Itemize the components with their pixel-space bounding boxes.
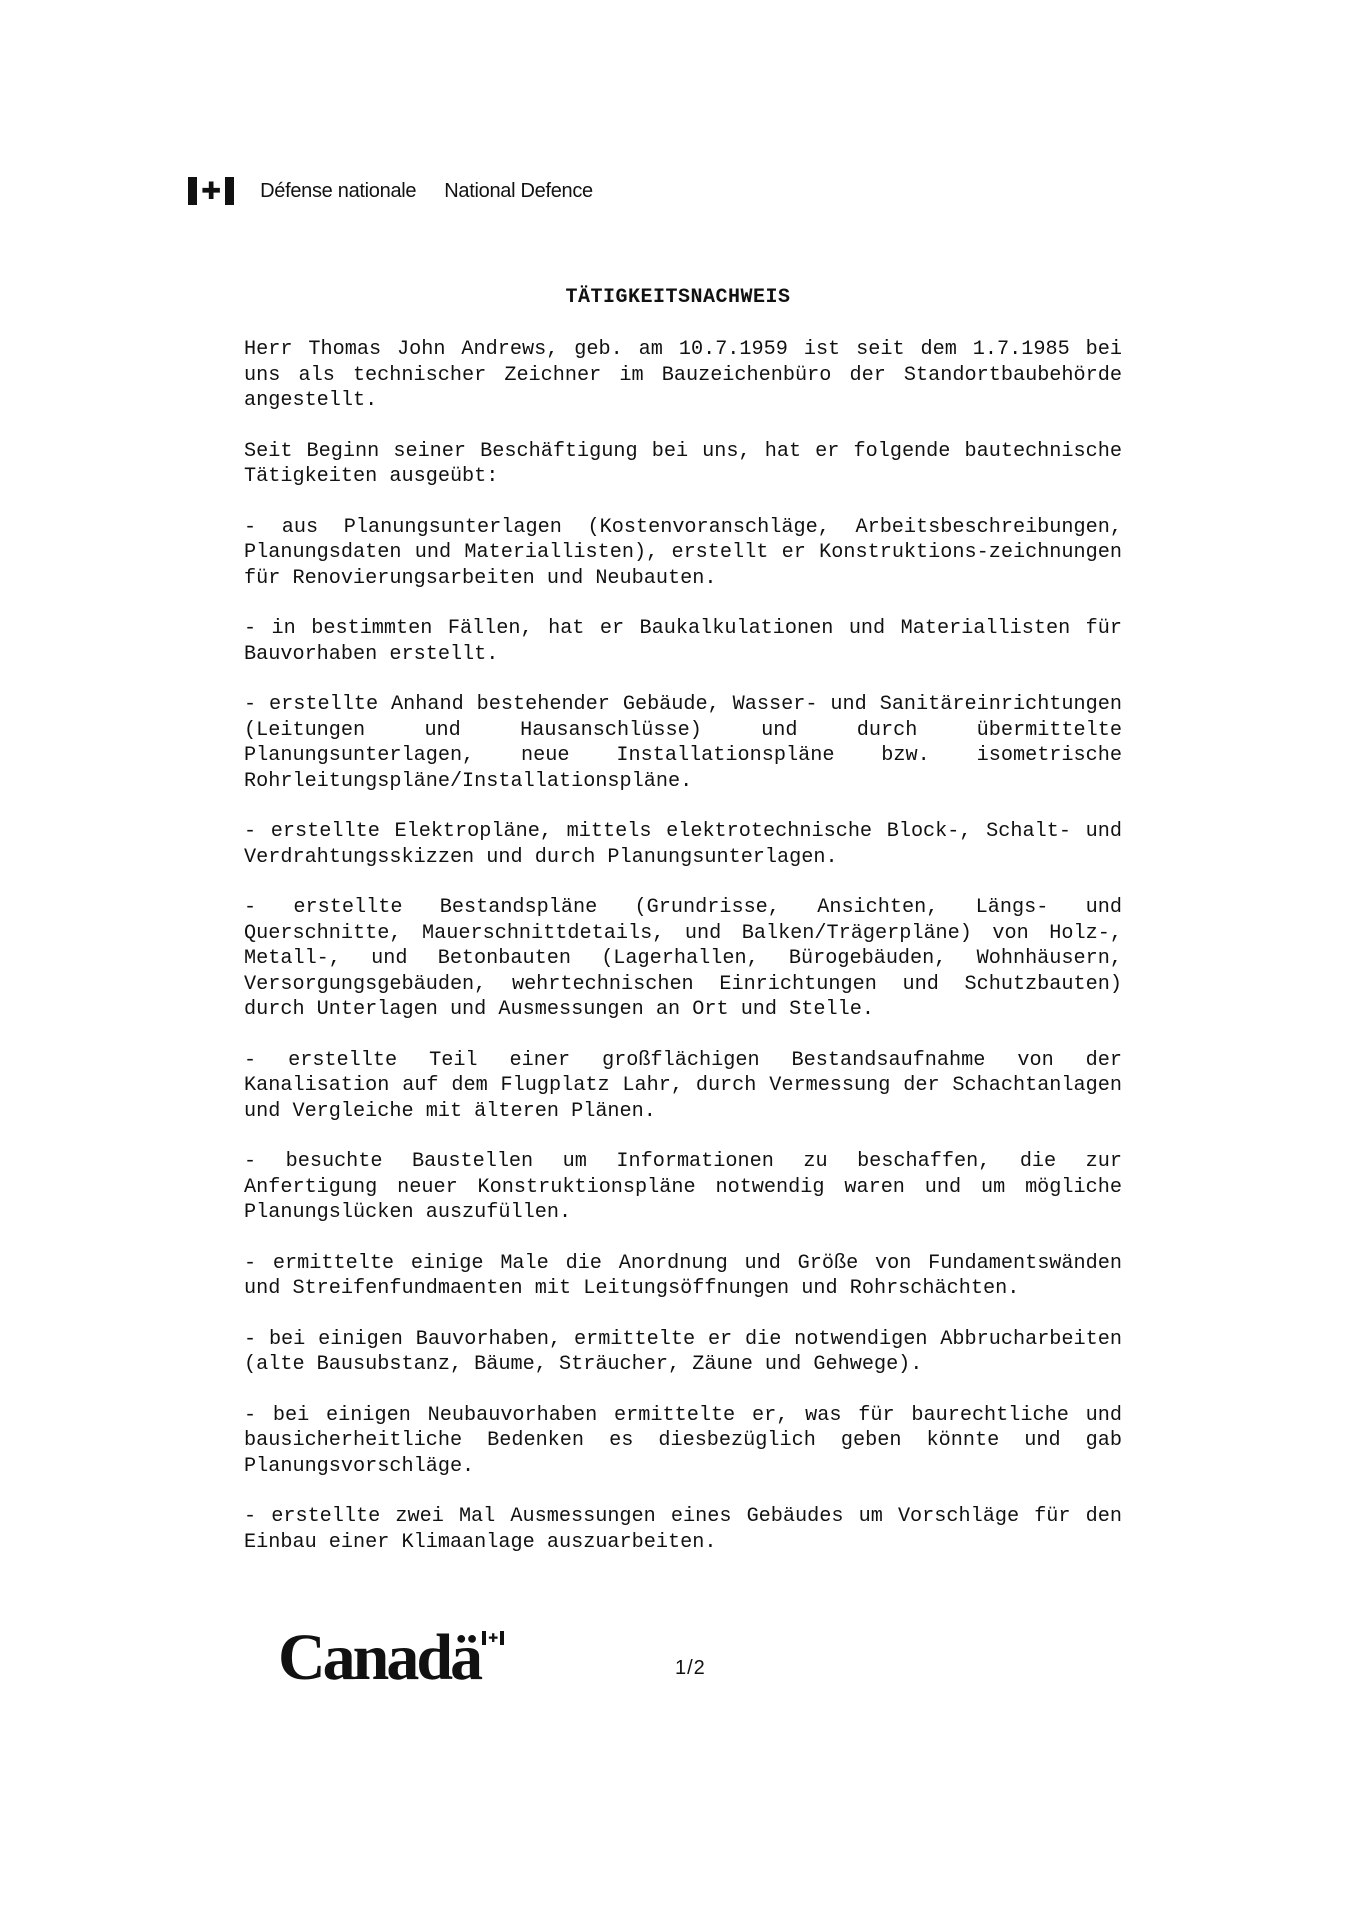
- activity-item: - erstellte Anhand bestehender Gebäude, Wasser- und Sanitäreinrichtungen (Leitungen und Hausanschlüsse) und durch übermittelte Planungsunterlagen, neue Installationspläne bzw. isometrische Rohrleitungspläne/Installationspläne.: [244, 693, 1122, 793]
- activity-item: - in bestimmten Fällen, hat er Baukalkulationen und Materiallisten für Bauvorhaben erstellt.: [244, 617, 1122, 666]
- activity-item: - bei einigen Neubauvorhaben ermittelte er, was für baurechtliche und bausicherheitliche Bedenken es diesbezüglich geben könnte und gab Planungsvorschläge.: [244, 1403, 1122, 1478]
- department-name-fr: Défense nationale: [260, 179, 417, 202]
- activity-item: - ermittelte einige Male die Anordnung und Größe von Fundamentswänden und Streifenfundmaenten mit Leitungsöffnungen und Rohrschächten.: [244, 1251, 1122, 1300]
- canada-flag-icon: ✚: [188, 176, 234, 206]
- wordmark-text: Canadä: [278, 1621, 481, 1694]
- activity-item: - erstellte Bestandspläne (Grundrisse, Ansichten, Längs- und Querschnitte, Mauerschnittdetails, und Balken/Trägerpläne) von Holz-, Metall-, und Betonbauten (Lagerhallen, Bürogebäuden, Wohnhäusern, Versorgungsgebäuden, wehrtechnischen Einrichtungen und Schutzbauten) durch Unterlagen und Ausmessungen an Ort und Stelle.: [244, 896, 1122, 1021]
- canada-flag-icon: ✚: [482, 1631, 504, 1645]
- activity-item: - besuchte Baustellen um Informationen zu beschaffen, die zur Anfertigung neuer Konstruktionspläne notwendig waren und um mögliche Planungslücken auszufüllen.: [244, 1150, 1122, 1224]
- paragraph-activities-intro: Seit Beginn seiner Beschäftigung bei uns, hat er folgende bautechnische Tätigkeiten ausgeübt:: [244, 439, 1122, 488]
- letterhead: [188, 176, 593, 206]
- page-number: 1/2: [675, 1657, 706, 1679]
- paragraph-intro: Herr Thomas John Andrews, geb. am 10.7.1959 ist seit dem 1.7.1985 bei uns als technischer Zeichner im Bauzeichenbüro der Standortbaubehörde angestellt.: [244, 338, 1122, 412]
- document-title: TÄTIGKEITSNACHWEIS: [565, 286, 791, 309]
- activity-item: - aus Planungsunterlagen (Kostenvoranschläge, Arbeitsbeschreibungen, Planungsdaten und Materiallisten), erstellt er Konstruktions-zeichnungen für Renovierungsarbeiten und Neubauten.: [244, 515, 1122, 590]
- activity-item: - bei einigen Bauvorhaben, ermittelte er die notwendigen Abbrucharbeiten (alte Bausubstanz, Bäume, Sträucher, Zäune und Gehwege).: [244, 1327, 1122, 1376]
- document-body: [244, 337, 1122, 1580]
- canada-wordmark: [278, 1621, 504, 1694]
- activity-item: - erstellte zwei Mal Ausmessungen eines Gebäudes um Vorschläge für den Einbau einer Klimaanlage auszuarbeiten.: [244, 1505, 1122, 1554]
- activity-item: - erstellte Teil einer großflächigen Bestandsaufnahme von der Kanalisation auf dem Flugplatz Lahr, durch Vermessung der Schachtanlagen und Vergleiche mit älteren Plänen.: [244, 1048, 1122, 1123]
- department-name-en: National Defence: [444, 179, 593, 202]
- activity-item: - erstellte Elektropläne, mittels elektrotechnische Block-, Schalt- und Verdrahtungsskizzen und durch Planungsunterlagen.: [244, 820, 1122, 869]
